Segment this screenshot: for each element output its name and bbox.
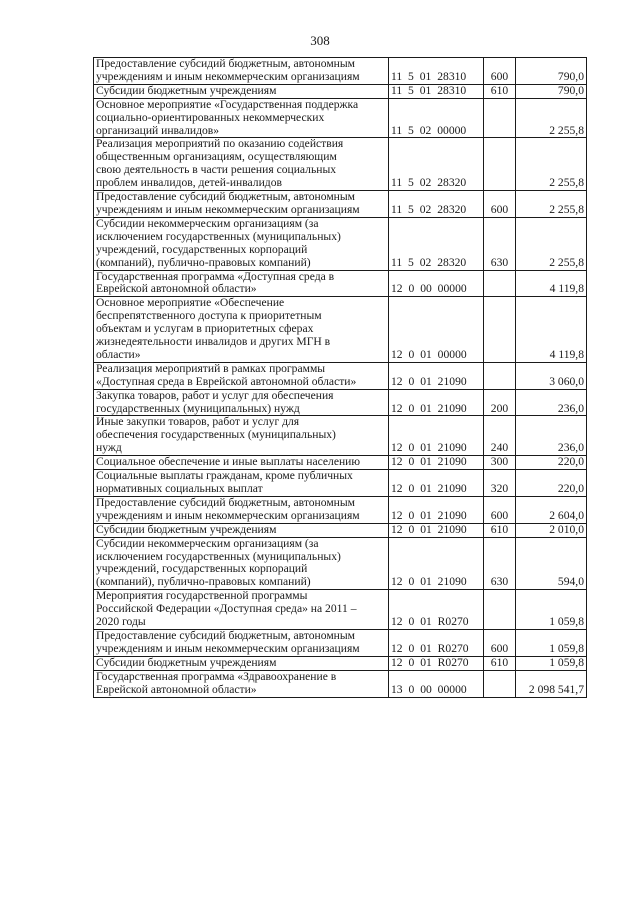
row-vr-cell: 600 — [484, 191, 516, 218]
row-name-cell: Мероприятия государственной программы Российской Федерации «Доступная среда» на 2011 – 2020 годы — [94, 590, 389, 630]
row-name-cell: Реализация мероприятий по оказанию содействия общественным организациям, осуществляющим свою деятельность в части решения социальных проблем инвалидов, детей-инвалидов — [94, 138, 389, 191]
row-name-cell: Социальное обеспечение и иные выплаты населению — [94, 456, 389, 470]
row-name-cell: Предоставление субсидий бюджетным, автономным учреждениям и иным некоммерческим организациям — [94, 58, 389, 85]
page-number: 308 — [310, 33, 330, 48]
row-vr-cell: 610 — [484, 656, 516, 670]
row-code-cell: 12 0 01 21090 — [389, 496, 484, 523]
table-row — [94, 523, 587, 537]
row-code-cell: 12 0 01 21090 — [389, 456, 484, 470]
row-sum-cell: 2 098 541,7 — [516, 670, 587, 697]
row-code-cell: 11 5 01 28310 — [389, 84, 484, 98]
row-sum-cell: 3 060,0 — [516, 362, 587, 389]
row-vr-cell: 320 — [484, 470, 516, 497]
row-code-cell: 12 0 01 21090 — [389, 416, 484, 456]
row-code-cell: 12 0 01 21090 — [389, 523, 484, 537]
row-name-cell: Субсидии бюджетным учреждениям — [94, 84, 389, 98]
row-code-cell: 11 5 02 28320 — [389, 191, 484, 218]
row-sum-cell: 4 119,8 — [516, 297, 587, 363]
row-vr-cell: 600 — [484, 629, 516, 656]
row-vr-cell: 600 — [484, 58, 516, 85]
row-vr-cell — [484, 297, 516, 363]
row-vr-cell: 610 — [484, 523, 516, 537]
table-row — [94, 670, 587, 697]
row-name-cell: Основное мероприятие «Обеспечение беспрепятственного доступа к приоритетным объектам и услугам в приоритетных сферах жизнедеятельности инвалидов и других МГН в области» — [94, 297, 389, 363]
row-name-cell: Субсидии бюджетным учреждениям — [94, 523, 389, 537]
row-vr-cell: 200 — [484, 389, 516, 416]
row-sum-cell: 790,0 — [516, 84, 587, 98]
table-row — [94, 389, 587, 416]
row-sum-cell: 2 255,8 — [516, 138, 587, 191]
row-code-cell: 12 0 00 00000 — [389, 270, 484, 297]
row-code-cell: 13 0 00 00000 — [389, 670, 484, 697]
row-sum-cell: 236,0 — [516, 416, 587, 456]
table-row — [94, 297, 587, 363]
table-row — [94, 416, 587, 456]
row-vr-cell — [484, 362, 516, 389]
row-sum-cell: 790,0 — [516, 58, 587, 85]
table-row — [94, 537, 587, 590]
row-vr-cell — [484, 270, 516, 297]
row-name-cell: Субсидии некоммерческим организациям (за исключением государственных (муниципальных) учреждений, государственных корпораций (компаний), публично-правовых компаний) — [94, 217, 389, 270]
table-row — [94, 656, 587, 670]
row-code-cell: 12 0 01 21090 — [389, 537, 484, 590]
row-sum-cell: 594,0 — [516, 537, 587, 590]
row-code-cell: 11 5 02 28320 — [389, 138, 484, 191]
row-name-cell: Иные закупки товаров, работ и услуг для обеспечения государственных (муниципальных) нужд — [94, 416, 389, 456]
table-row — [94, 629, 587, 656]
table-row — [94, 496, 587, 523]
row-sum-cell: 2 604,0 — [516, 496, 587, 523]
row-name-cell: Предоставление субсидий бюджетным, автономным учреждениям и иным некоммерческим организациям — [94, 496, 389, 523]
table-row — [94, 470, 587, 497]
row-code-cell: 12 0 01 21090 — [389, 470, 484, 497]
row-vr-cell: 610 — [484, 84, 516, 98]
table-row — [94, 84, 587, 98]
row-sum-cell: 4 119,8 — [516, 270, 587, 297]
budget-table-body — [94, 58, 587, 698]
row-code-cell: 12 0 01 21090 — [389, 389, 484, 416]
table-row — [94, 58, 587, 85]
row-vr-cell — [484, 138, 516, 191]
row-name-cell: Предоставление субсидий бюджетным, автономным учреждениям и иным некоммерческим организациям — [94, 191, 389, 218]
table-row — [94, 138, 587, 191]
row-sum-cell: 1 059,8 — [516, 656, 587, 670]
row-sum-cell: 2 255,8 — [516, 98, 587, 138]
row-sum-cell: 236,0 — [516, 389, 587, 416]
row-vr-cell: 600 — [484, 496, 516, 523]
row-name-cell: Субсидии бюджетным учреждениям — [94, 656, 389, 670]
row-name-cell: Социальные выплаты гражданам, кроме публичных нормативных социальных выплат — [94, 470, 389, 497]
table-row — [94, 456, 587, 470]
row-sum-cell: 220,0 — [516, 456, 587, 470]
row-vr-cell — [484, 590, 516, 630]
row-vr-cell: 240 — [484, 416, 516, 456]
row-vr-cell: 300 — [484, 456, 516, 470]
table-row — [94, 98, 587, 138]
row-sum-cell: 2 255,8 — [516, 191, 587, 218]
row-name-cell: Основное мероприятие «Государственная поддержка социально-ориентированных некоммерческих организаций инвалидов» — [94, 98, 389, 138]
row-code-cell: 12 0 01 21090 — [389, 362, 484, 389]
row-code-cell: 11 5 02 28320 — [389, 217, 484, 270]
table-row — [94, 270, 587, 297]
row-code-cell: 12 0 01 R0270 — [389, 629, 484, 656]
row-name-cell: Государственная программа «Здравоохранение в Еврейской автономной области» — [94, 670, 389, 697]
table-row — [94, 191, 587, 218]
row-sum-cell: 2 010,0 — [516, 523, 587, 537]
row-sum-cell: 1 059,8 — [516, 590, 587, 630]
row-name-cell: Предоставление субсидий бюджетным, автономным учреждениям и иным некоммерческим организациям — [94, 629, 389, 656]
budget-table — [93, 57, 587, 698]
row-sum-cell: 1 059,8 — [516, 629, 587, 656]
row-code-cell: 11 5 02 00000 — [389, 98, 484, 138]
row-code-cell: 12 0 01 R0270 — [389, 656, 484, 670]
row-vr-cell — [484, 98, 516, 138]
table-row — [94, 590, 587, 630]
row-code-cell: 12 0 01 00000 — [389, 297, 484, 363]
row-sum-cell: 220,0 — [516, 470, 587, 497]
row-vr-cell — [484, 670, 516, 697]
row-code-cell: 12 0 01 R0270 — [389, 590, 484, 630]
row-name-cell: Реализация мероприятий в рамках программы «Доступная среда в Еврейской автономной области» — [94, 362, 389, 389]
row-name-cell: Закупка товаров, работ и услуг для обеспечения государственных (муниципальных) нужд — [94, 389, 389, 416]
row-vr-cell: 630 — [484, 217, 516, 270]
row-name-cell: Субсидии некоммерческим организациям (за исключением государственных (муниципальных) учреждений, государственных корпораций (компаний), публично-правовых компаний) — [94, 537, 389, 590]
table-row — [94, 362, 587, 389]
table-row — [94, 217, 587, 270]
row-name-cell: Государственная программа «Доступная среда в Еврейской автономной области» — [94, 270, 389, 297]
row-sum-cell: 2 255,8 — [516, 217, 587, 270]
row-vr-cell: 630 — [484, 537, 516, 590]
row-code-cell: 11 5 01 28310 — [389, 58, 484, 85]
